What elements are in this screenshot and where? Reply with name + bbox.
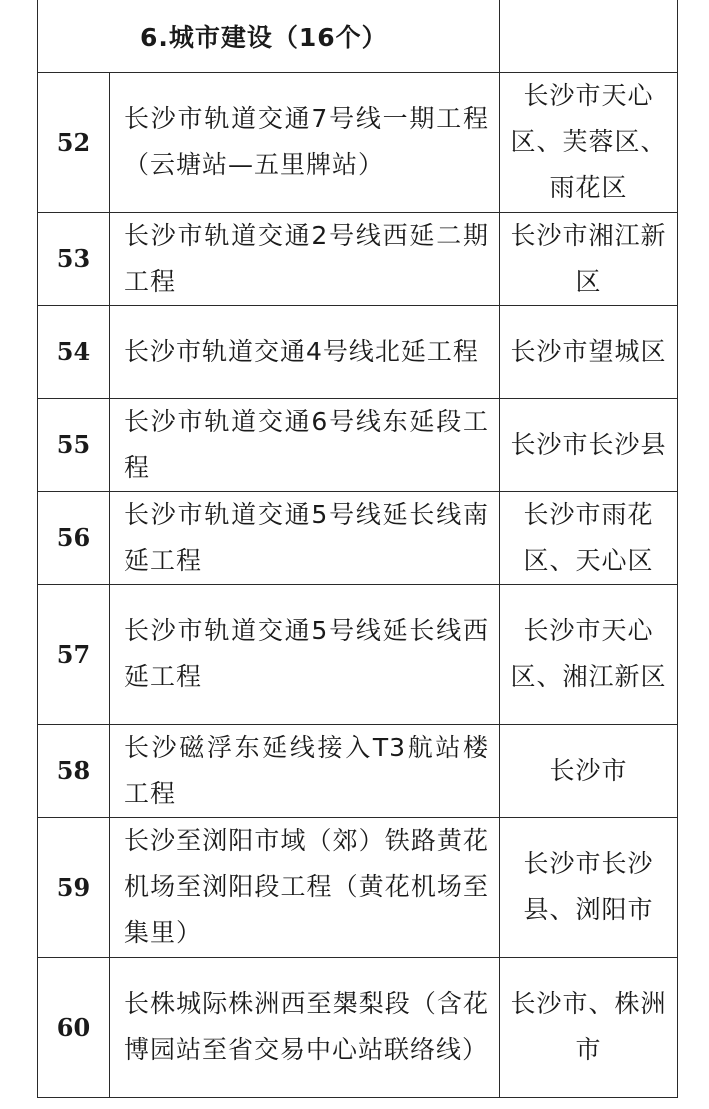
project-name: 长沙市轨道交通6号线东延段工程 [110,398,500,491]
row-number: 53 [38,212,110,305]
row-number: 56 [38,491,110,584]
project-name: 长株城际株洲西至槼梨段（含花博园站至省交易中心站联络线） [110,957,500,1097]
table-row [38,491,678,584]
row-number: 58 [38,724,110,817]
project-name: 长沙市轨道交通5号线延长线西延工程 [110,584,500,724]
project-location: 长沙市望城区 [500,305,678,398]
section-header-row [38,0,678,72]
project-location: 长沙市雨花区、天心区 [500,491,678,584]
project-name: 长沙市轨道交通2号线西延二期工程 [110,212,500,305]
project-name: 长沙市轨道交通5号线延长线南延工程 [110,491,500,584]
project-location: 长沙市 [500,724,678,817]
project-location: 长沙市天心区、芙蓉区、雨花区 [500,72,678,212]
table-row [38,212,678,305]
section-header-empty-cell [500,0,678,72]
table-row [38,398,678,491]
project-location: 长沙市长沙县、浏阳市 [500,817,678,957]
table-row [38,957,678,1097]
section-title: 6.城市建设（16个） [38,0,500,72]
project-name: 长沙至浏阳市域（郊）铁路黄花机场至浏阳段工程（黄花机场至集里） [110,817,500,957]
table-row [38,817,678,957]
row-number: 57 [38,584,110,724]
table-row [38,724,678,817]
row-number: 54 [38,305,110,398]
row-number: 52 [38,72,110,212]
project-location: 长沙市天心区、湘江新区 [500,584,678,724]
row-number: 60 [38,957,110,1097]
table-row [38,72,678,212]
project-name: 长沙市轨道交通4号线北延工程 [110,305,500,398]
row-number: 55 [38,398,110,491]
row-number: 59 [38,817,110,957]
project-name: 长沙磁浮东延线接入T3航站楼工程 [110,724,500,817]
table-row [38,584,678,724]
project-table [37,0,678,1098]
project-location: 长沙市长沙县 [500,398,678,491]
project-location: 长沙市湘江新区 [500,212,678,305]
project-name: 长沙市轨道交通7号线一期工程（云塘站—五里牌站） [110,72,500,212]
project-location: 长沙市、株洲市 [500,957,678,1097]
table-row [38,305,678,398]
